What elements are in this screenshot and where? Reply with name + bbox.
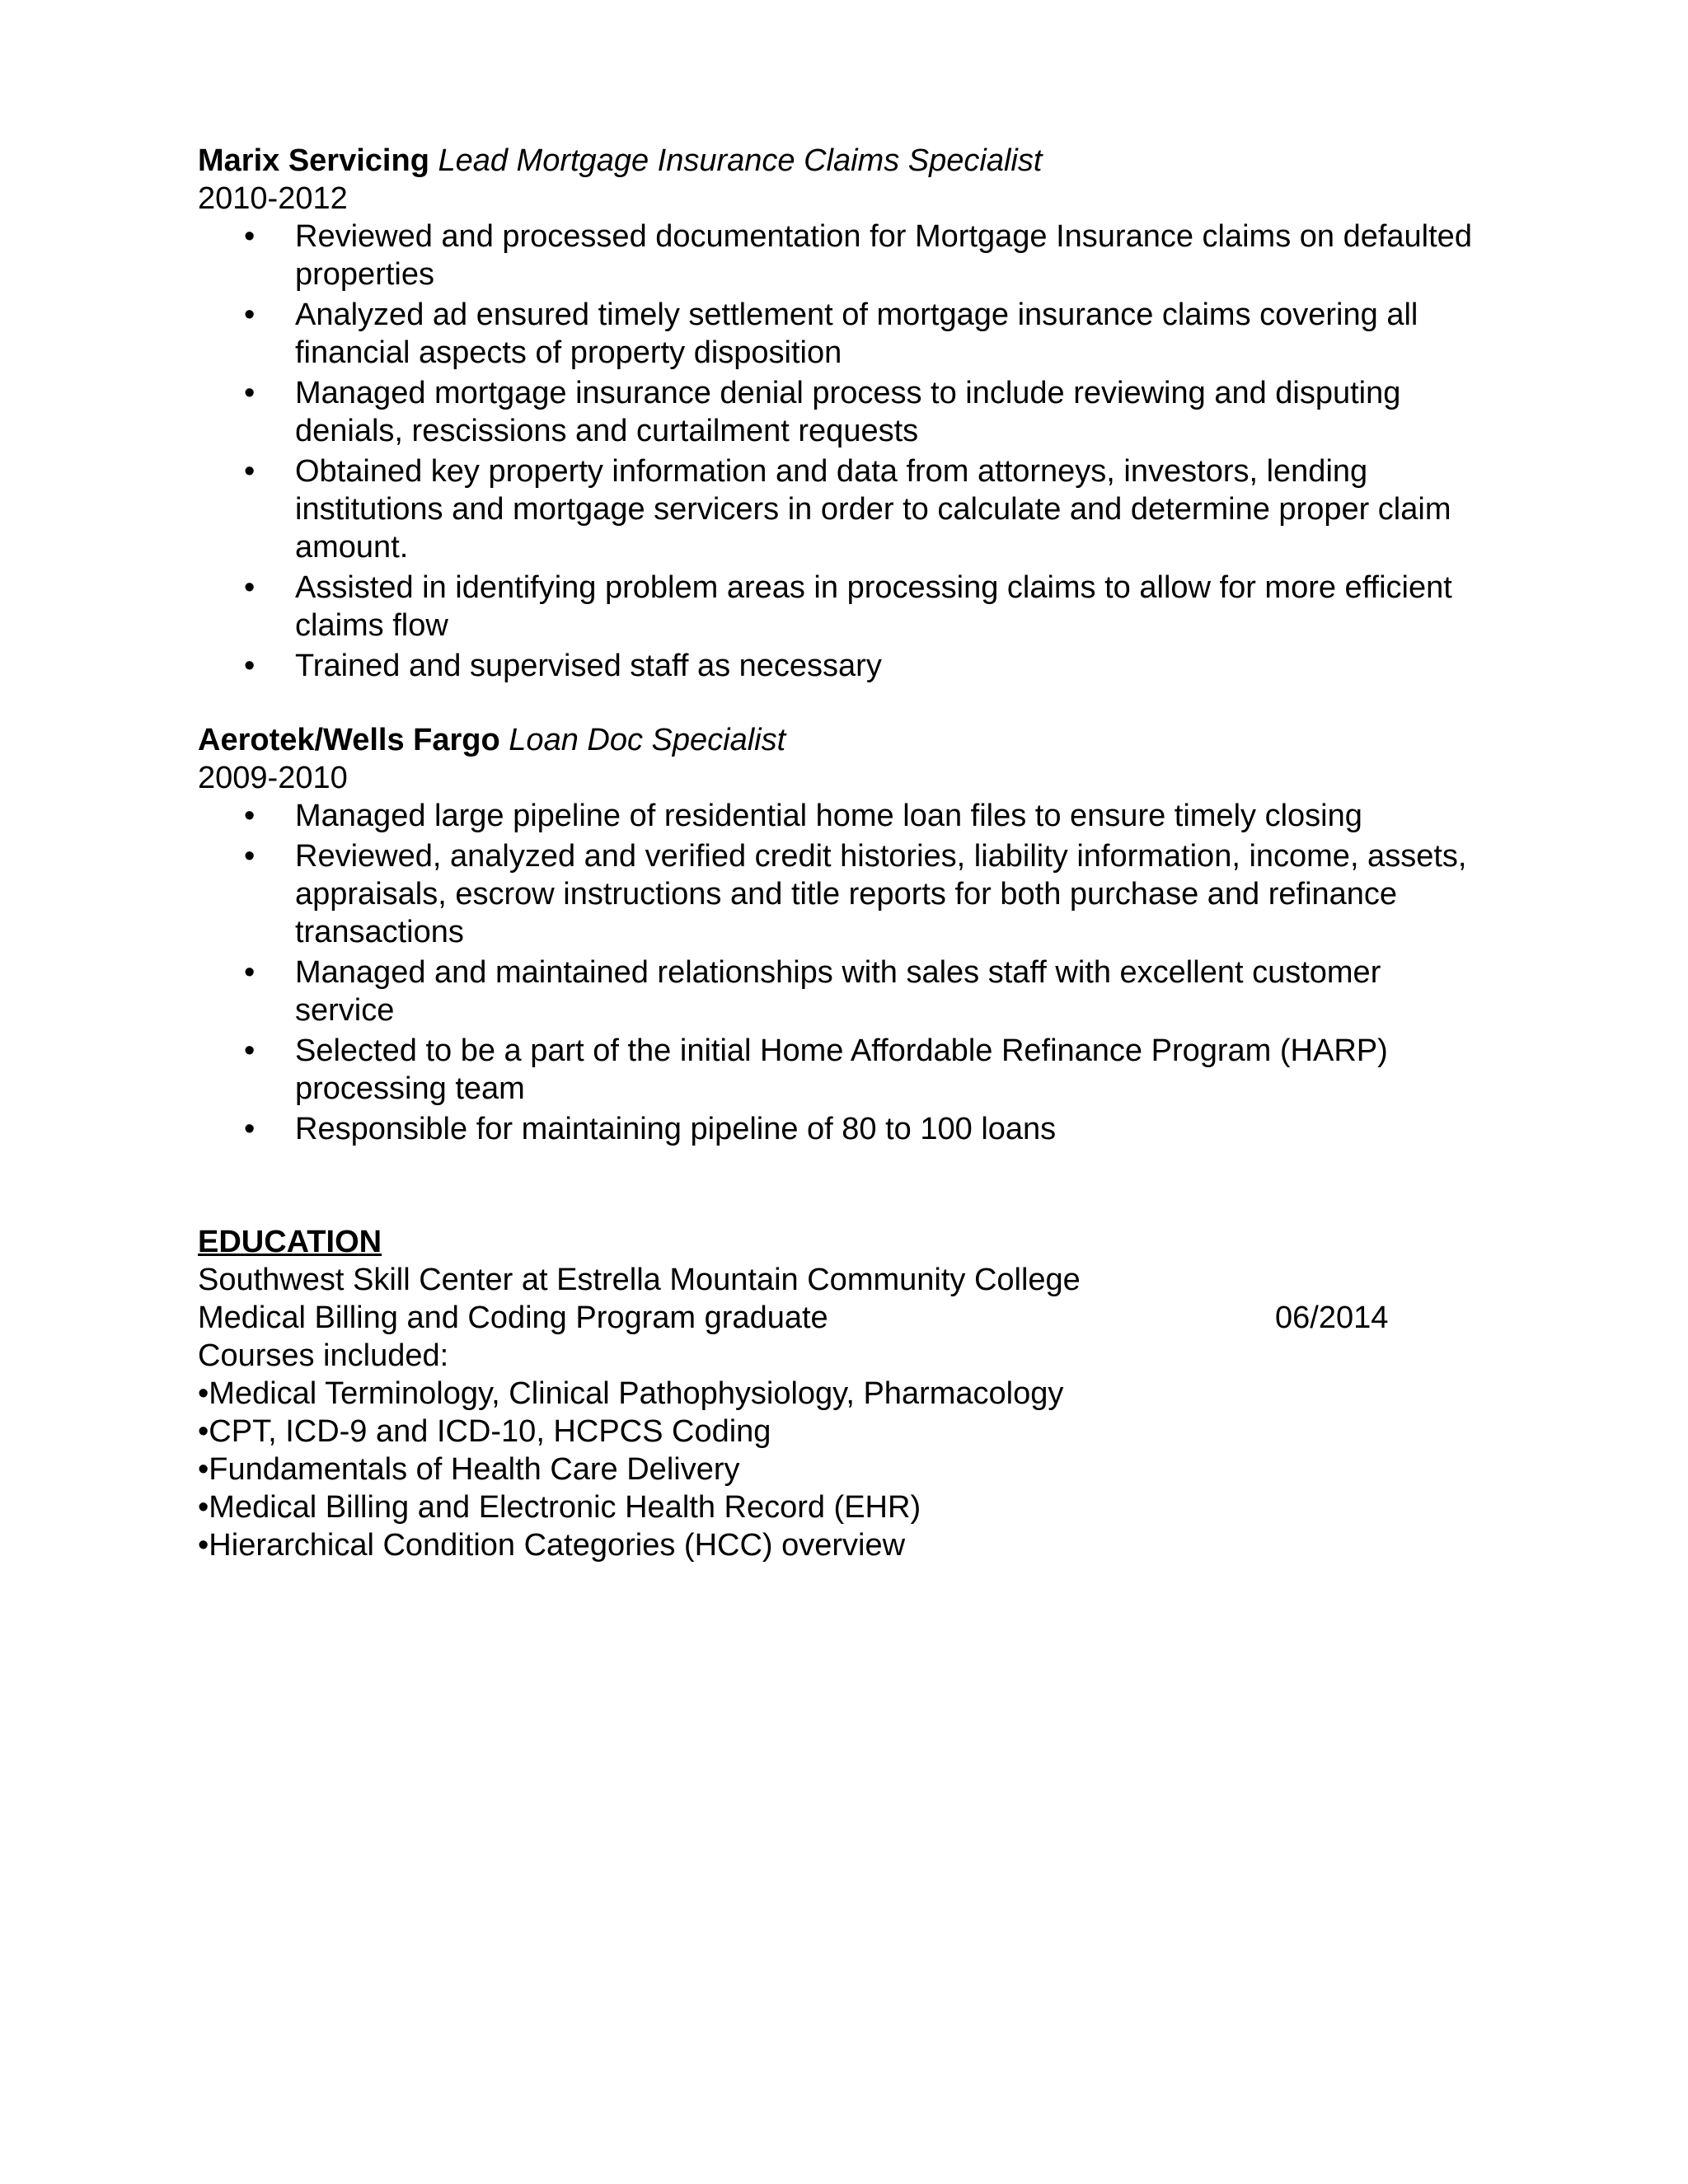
section-spacer — [198, 1151, 1484, 1223]
course-item: •CPT, ICD-9 and ICD-10, HCPCS Coding — [198, 1414, 771, 1449]
list-item — [244, 797, 1484, 835]
job-title: Lead Mortgage Insurance Claims Specialist — [438, 143, 1043, 178]
list-item — [244, 1110, 1484, 1148]
bullet-icon: • — [244, 649, 256, 683]
job-header — [198, 721, 1484, 759]
bullet-icon: • — [244, 1112, 256, 1146]
resume-page — [198, 142, 1484, 1564]
bullet-text: Reviewed and processed documentation for Mortgage Insurance claims on defaulted properties — [295, 219, 1472, 292]
course-item: •Medical Terminology, Clinical Pathophysiology, Pharmacology — [198, 1376, 1064, 1411]
bullet-text: Responsible for maintaining pipeline of 80 to 100 loans — [295, 1112, 1057, 1146]
courses-label: Courses included: — [198, 1338, 449, 1373]
bullet-icon: • — [244, 1033, 256, 1068]
bullet-text: Managed large pipeline of residential home loan files to ensure timely closing — [295, 799, 1362, 833]
job-entry-marix — [198, 142, 1484, 685]
list-item — [244, 569, 1484, 644]
course-item: •Medical Billing and Electronic Health Record (EHR) — [198, 1490, 921, 1525]
bullet-text: Trained and supervised staff as necessary — [295, 649, 882, 683]
job-title: Loan Doc Specialist — [509, 723, 786, 757]
job-bullet-list — [198, 218, 1484, 685]
section-spacer — [198, 687, 1484, 721]
bullet-icon: • — [244, 454, 256, 489]
program-name: Medical Billing and Coding Program graduate — [198, 1301, 828, 1335]
section-heading: EDUCATION — [198, 1225, 382, 1259]
bullet-icon: • — [244, 219, 256, 254]
bullet-text: Obtained key property information and data from attorneys, investors, lending institutions and mortgage servicers in order to calculate and determine proper claim amount. — [295, 454, 1451, 565]
bullet-icon: • — [244, 570, 256, 605]
education-section — [198, 1223, 1484, 1564]
bullet-text: Assisted in identifying problem areas in processing claims to allow for more efficient claims flow — [295, 570, 1452, 643]
list-item — [244, 296, 1484, 372]
list-item — [244, 954, 1484, 1029]
bullet-icon: • — [244, 376, 256, 410]
list-item — [244, 837, 1484, 951]
program-row — [198, 1299, 1484, 1337]
company-name: Marix Servicing — [198, 143, 429, 178]
course-item: •Fundamentals of Health Care Delivery — [198, 1452, 740, 1487]
company-name: Aerotek/Wells Fargo — [198, 723, 500, 757]
school-name: Southwest Skill Center at Estrella Mountain Community College — [198, 1263, 1081, 1297]
bullet-text: Selected to be a part of the initial Home Affordable Refinance Program (HARP) processing team — [295, 1033, 1388, 1106]
program-date: 06/2014 — [1275, 1301, 1389, 1335]
job-entry-aerotek — [198, 721, 1484, 1148]
list-item — [244, 452, 1484, 566]
bullet-icon: • — [244, 955, 256, 990]
bullet-text: Managed mortgage insurance denial process to include reviewing and disputing denials, rescissions and curtailment requests — [295, 376, 1401, 448]
list-item — [244, 218, 1484, 293]
job-dates: 2010-2012 — [198, 181, 348, 216]
list-item — [244, 647, 1484, 685]
course-item: •Hierarchical Condition Categories (HCC) overview — [198, 1528, 906, 1563]
bullet-icon: • — [244, 298, 256, 332]
bullet-text: Managed and maintained relationships with sales staff with excellent customer service — [295, 955, 1381, 1028]
bullet-icon: • — [244, 799, 256, 833]
list-item — [244, 374, 1484, 450]
job-header — [198, 142, 1484, 180]
job-dates: 2009-2010 — [198, 761, 348, 795]
job-bullet-list — [198, 797, 1484, 1148]
bullet-icon: • — [244, 839, 256, 874]
list-item — [244, 1032, 1484, 1108]
bullet-text: Analyzed ad ensured timely settlement of mortgage insurance claims covering all financial aspects of property disposition — [295, 298, 1418, 370]
bullet-text: Reviewed, analyzed and verified credit histories, liability information, income, assets, appraisals, escrow instructions and title reports for both purchase and refinance transactions — [295, 839, 1467, 949]
